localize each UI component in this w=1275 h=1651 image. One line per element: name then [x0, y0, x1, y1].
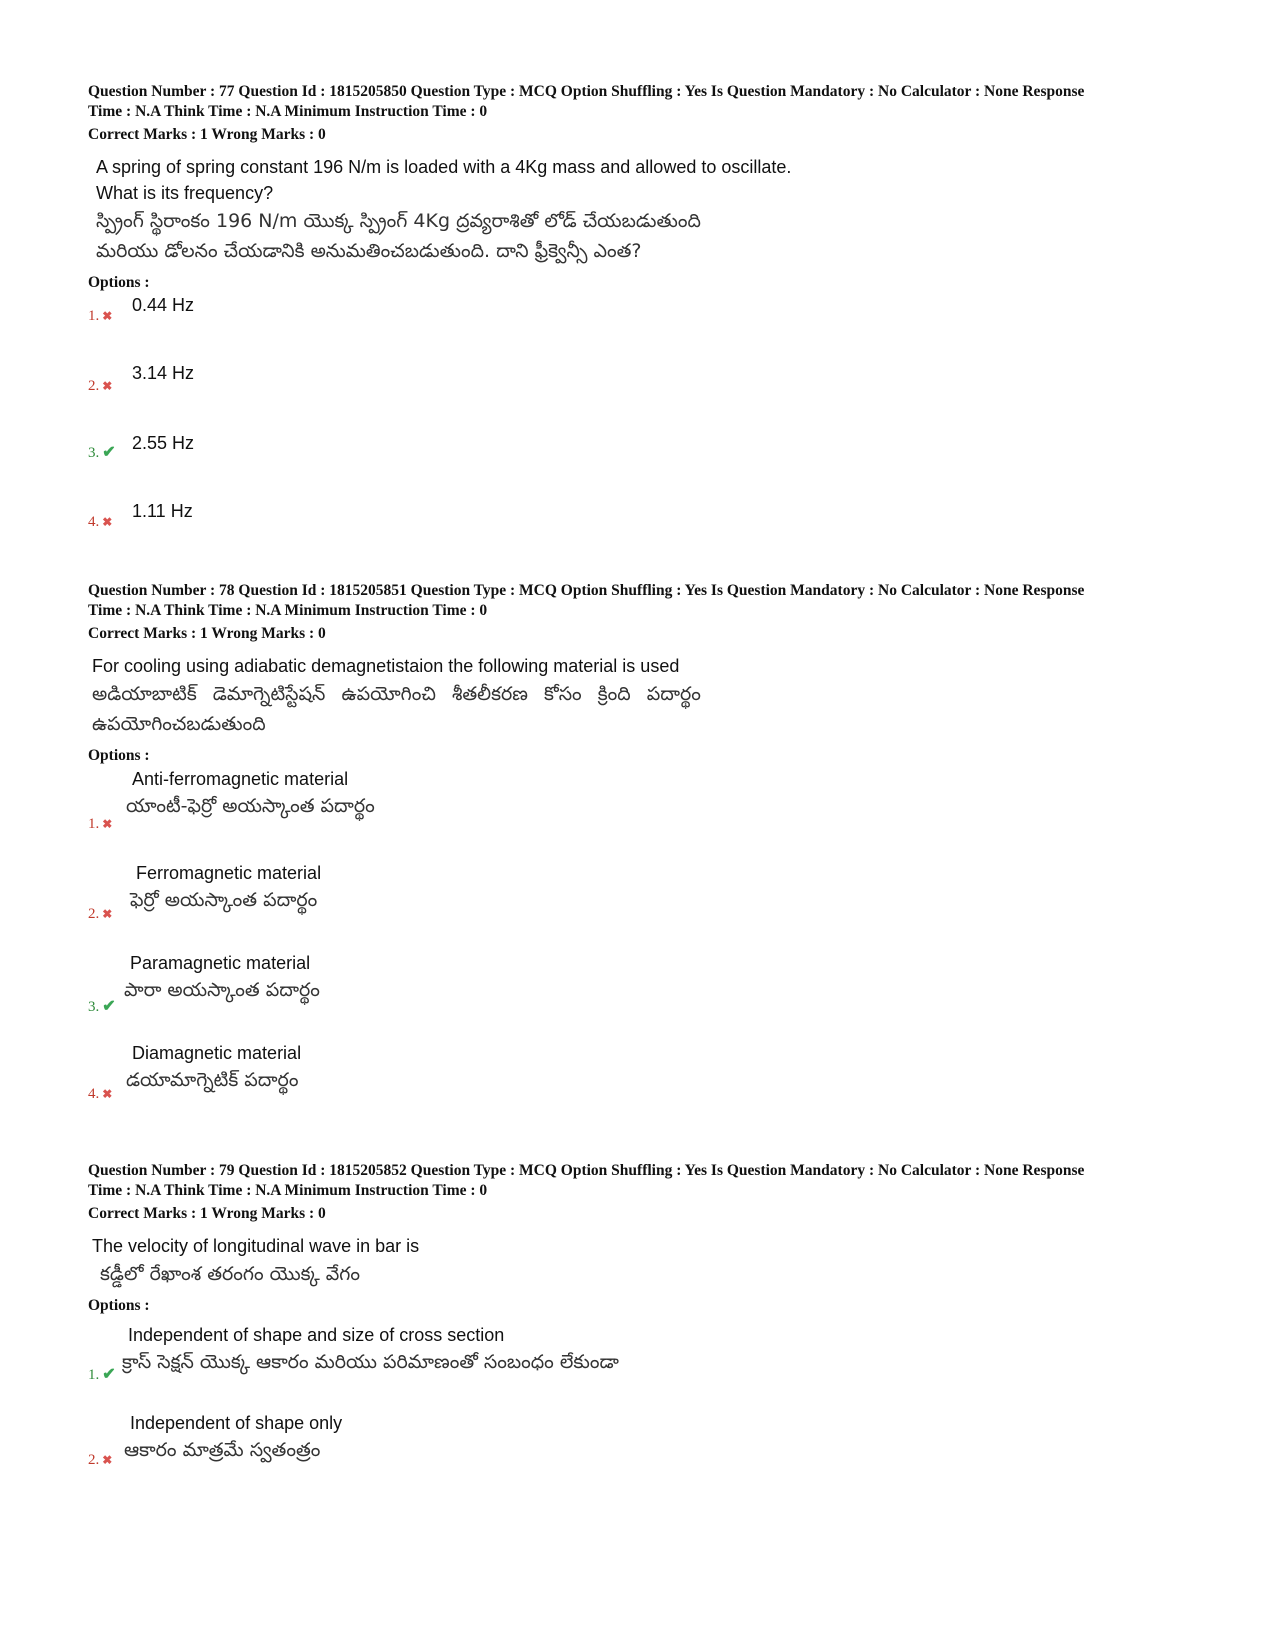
wrong-cross-icon: ✖ [102, 907, 113, 921]
option-item[interactable] [88, 1410, 1188, 1498]
question-stem [88, 1233, 1188, 1289]
question-stem [88, 154, 1188, 266]
option-number: 3. ✔ [88, 444, 116, 461]
question-meta-line1: Question Number : 79 Question Id : 1815205852 Question Type : MCQ Option Shuffling : Yes Is Question Mandatory : No Calculator : None Response [88, 1162, 1085, 1179]
option-text [124, 1410, 343, 1464]
question-block-77 [88, 82, 1188, 292]
option-item[interactable] [88, 498, 1188, 558]
option-item[interactable] [88, 1040, 1188, 1132]
option-number: 1. ✖ [88, 308, 113, 324]
option-text-english: Anti-ferromagnetic material [132, 769, 349, 789]
option-number: 4. ✖ [88, 514, 113, 530]
stem-telugu-line1: కడ్డీలో రేఖాంశ తరంగం యొక్క వేగం [100, 1263, 361, 1285]
option-text-english: Ferromagnetic material [136, 863, 322, 883]
option-text [124, 950, 320, 1004]
correct-check-icon: ✔ [102, 1366, 116, 1383]
options-label: Options : [88, 1297, 150, 1314]
option-number: 3. ✔ [88, 998, 116, 1015]
option-text [126, 1040, 302, 1094]
wrong-cross-icon: ✖ [102, 309, 113, 323]
option-text: 2.55 Hz [132, 433, 195, 453]
correct-check-icon: ✔ [102, 998, 116, 1015]
option-text-telugu: పారా అయస్కాంత పదార్థం [124, 979, 320, 1001]
stem-english-line1: For cooling using adiabatic demagnetistaion the following material is used [92, 656, 680, 676]
stem-english-line1: A spring of spring constant 196 N/m is loaded with a 4Kg mass and allowed to oscillate. [96, 157, 792, 177]
question-meta-line2: Time : N.A Think Time : N.A Minimum Instruction Time : 0 [88, 602, 488, 619]
stem-english-line1: The velocity of longitudinal wave in bar is [92, 1236, 420, 1256]
option-text-english: Diamagnetic material [132, 1043, 302, 1063]
option-text [130, 860, 322, 914]
stem-telugu-line1: స్ప్రింగ్ స్థిరాంకం 196 N/m యొక్క స్ప్రింగ్ 4Kg ద్రవ్యరాశితో లోడ్ చేయబడుతుంది [96, 210, 701, 232]
option-text-telugu: ఆకారం మాత్రమే స్వతంత్రం [124, 1439, 321, 1461]
question-meta-line1: Question Number : 78 Question Id : 1815205851 Question Type : MCQ Option Shuffling : Yes Is Question Mandatory : No Calculator : None Response [88, 582, 1085, 599]
options-list-77 [88, 292, 1188, 532]
option-item[interactable] [88, 1322, 1188, 1410]
stem-telugu-line1: అడియాబాటిక్ డెమాగ్నెటిస్టేషన్ ఉపయోగించి శీతలీకరణ కోసం క్రింది పదార్థం [92, 683, 701, 705]
option-item[interactable] [88, 860, 1188, 952]
option-number: 2. ✖ [88, 906, 113, 922]
option-item[interactable] [88, 292, 1188, 352]
options-list-78 [88, 766, 1188, 1130]
wrong-cross-icon: ✖ [102, 1453, 113, 1467]
option-item[interactable] [88, 360, 1188, 420]
question-marks: Correct Marks : 1 Wrong Marks : 0 [88, 625, 326, 642]
option-number: 1. ✖ [88, 816, 113, 832]
question-meta-line2: Time : N.A Think Time : N.A Minimum Instruction Time : 0 [88, 1182, 488, 1199]
question-meta-line2: Time : N.A Think Time : N.A Minimum Instruction Time : 0 [88, 103, 488, 120]
question-block-78 [88, 581, 1188, 765]
option-number: 4. ✖ [88, 1086, 113, 1102]
option-text-english: Independent of shape only [130, 1413, 343, 1433]
question-marks: Correct Marks : 1 Wrong Marks : 0 [88, 1205, 326, 1222]
question-marks: Correct Marks : 1 Wrong Marks : 0 [88, 126, 326, 143]
option-text-english: Paramagnetic material [130, 953, 311, 973]
stem-english-line2: What is its frequency? [96, 183, 274, 203]
question-block-79 [88, 1161, 1188, 1315]
wrong-cross-icon: ✖ [102, 515, 113, 529]
option-number: 1. ✔ [88, 1366, 116, 1383]
option-item[interactable] [88, 430, 1188, 490]
option-text-telugu: డయామాగ్నెటిక్ పదార్థం [126, 1069, 299, 1091]
question-meta-line1: Question Number : 77 Question Id : 1815205850 Question Type : MCQ Option Shuffling : Yes Is Question Mandatory : No Calculator : None Response [88, 83, 1085, 100]
option-item[interactable] [88, 950, 1188, 1042]
option-number: 2. ✖ [88, 1452, 113, 1468]
wrong-cross-icon: ✖ [102, 379, 113, 393]
wrong-cross-icon: ✖ [102, 1087, 113, 1101]
stem-telugu-line2: ఉపయోగించబడుతుంది [92, 713, 266, 735]
option-text [126, 766, 375, 820]
option-text [122, 1322, 619, 1376]
option-text-english: Independent of shape and size of cross section [128, 1325, 505, 1345]
options-label: Options : [88, 747, 150, 764]
option-item[interactable] [88, 766, 1188, 854]
options-list-79 [88, 1322, 1188, 1498]
option-number: 2. ✖ [88, 378, 113, 394]
wrong-cross-icon: ✖ [102, 817, 113, 831]
option-text-telugu: యాంటీ-ఫెర్రో అయస్కాంత పదార్థం [126, 795, 375, 817]
option-text-telugu: క్రాస్ సెక్షన్ యొక్క ఆకారం మరియు పరిమాణంతో సంబంధం లేకుండా [122, 1351, 619, 1373]
stem-telugu-line2: మరియు డోలనం చేయడానికి అనుమతించబడుతుంది. దాని ఫ్రీక్వెన్సీ ఎంత? [96, 240, 642, 262]
option-text: 3.14 Hz [132, 363, 195, 383]
option-text: 1.11 Hz [132, 501, 193, 521]
correct-check-icon: ✔ [102, 444, 116, 461]
question-stem [88, 653, 1188, 739]
option-text: 0.44 Hz [132, 295, 195, 315]
options-label: Options : [88, 274, 150, 291]
option-text-telugu: ఫెర్రో అయస్కాంత పదార్థం [130, 889, 318, 911]
